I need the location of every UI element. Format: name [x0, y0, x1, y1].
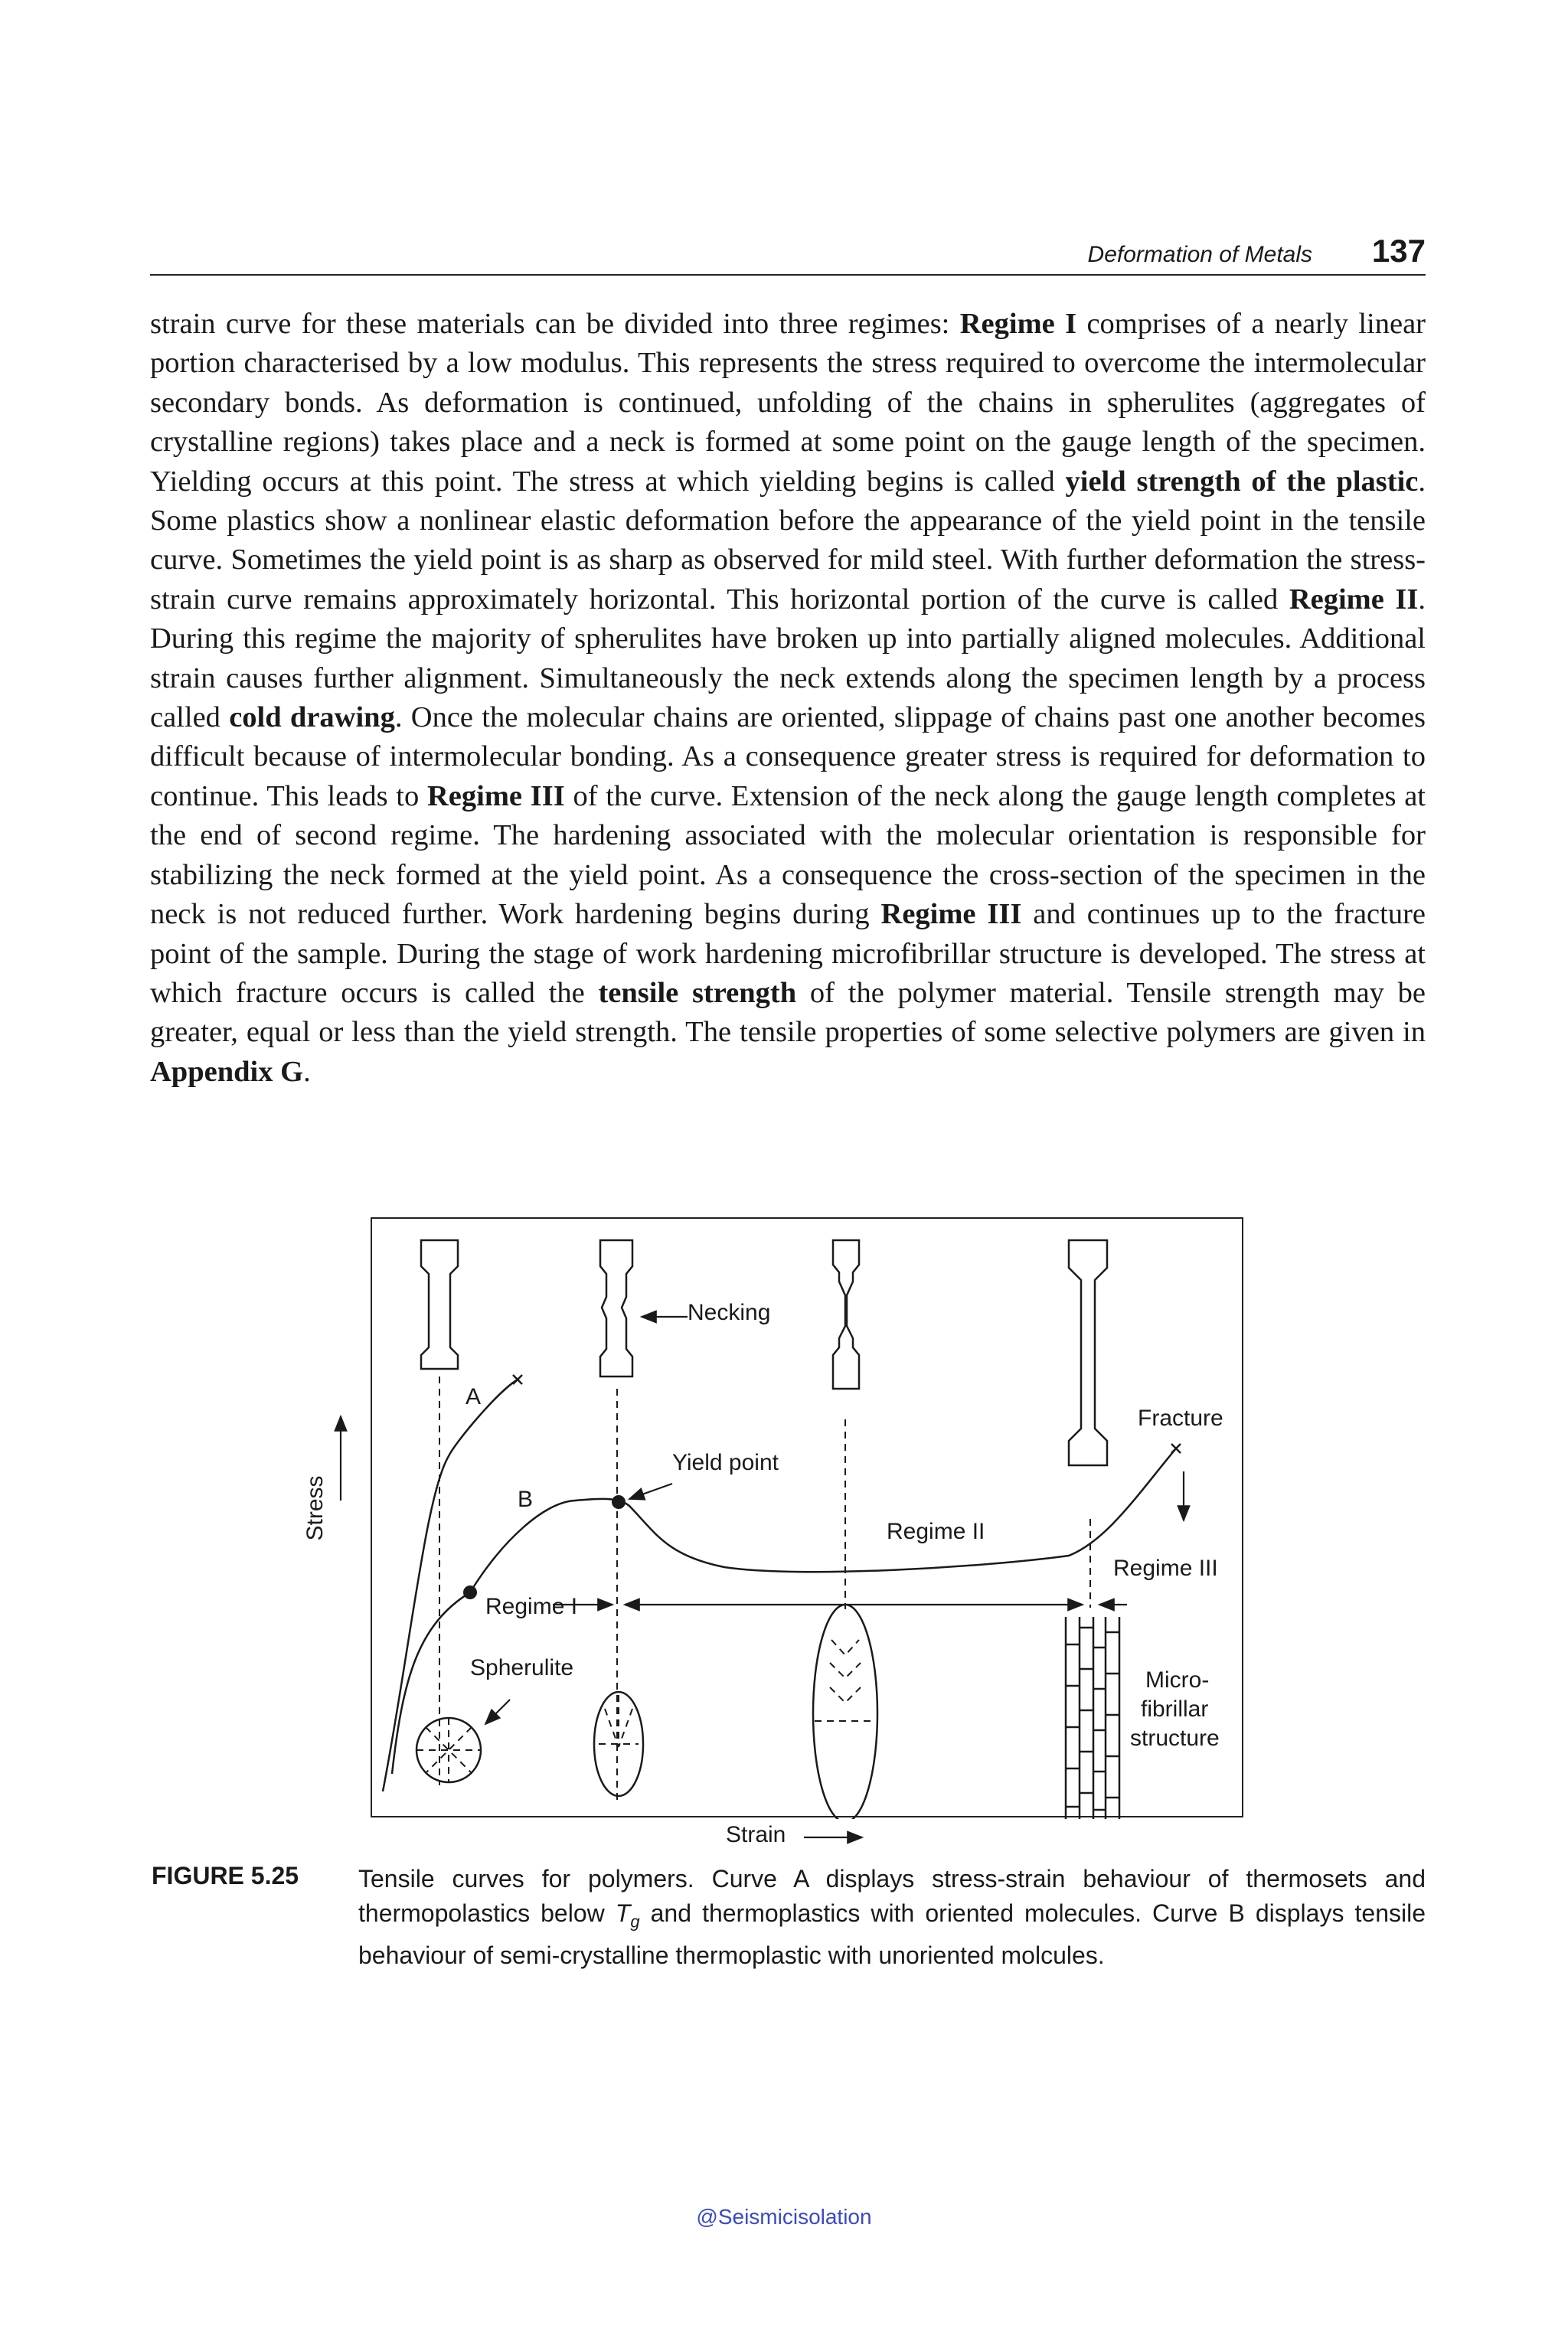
stress-arrow: [329, 1409, 352, 1592]
curve-b-label: B: [518, 1487, 534, 1512]
regime-2-label: Regime II: [887, 1519, 985, 1544]
strain-arrow: [801, 1830, 870, 1845]
regime-3-label: Regime III: [1113, 1556, 1218, 1581]
specimen-cold-drawn: [1069, 1240, 1107, 1465]
fracture-label: Fracture: [1138, 1406, 1223, 1431]
strain-axis-label: Strain: [726, 1822, 786, 1847]
regime-1-label: Regime I: [485, 1594, 578, 1619]
micro-label-1: Micro-: [1145, 1667, 1210, 1693]
necking-label: Necking: [688, 1300, 771, 1325]
bold-term: yield strength of the plastic: [1065, 465, 1419, 498]
ellipse-elongated: [813, 1605, 877, 1819]
bold-term: Regime III: [880, 898, 1022, 931]
microfibrillar-icon: [1066, 1617, 1119, 1819]
spherulite-label: Spherulite: [470, 1655, 574, 1680]
fracture-mark-b: [1171, 1444, 1181, 1453]
micro-label-2: fibrillar: [1141, 1697, 1209, 1722]
page-header: [150, 230, 1426, 276]
bold-term: Regime II: [1289, 583, 1419, 616]
tensile-diagram: [372, 1219, 1245, 1819]
figure-caption-text: Tensile curves for polymers. Curve A displays stress-strain behaviour of thermosets and thermopolastics below $T_g$ and thermoplastics with oriented molecules. Curve B displays tensile behaviour of semi-crystalline thermoplastic with unoriented molcules.: [358, 1865, 1426, 1970]
curve-a-label: A: [466, 1384, 482, 1409]
specimen-undeformed: [421, 1240, 458, 1369]
fracture-mark-a: [513, 1375, 522, 1384]
watermark: @Seismicisolation: [696, 2205, 872, 2229]
regime-1-dot: [463, 1586, 477, 1599]
bold-term: tensile strength: [598, 976, 797, 1009]
figure-box: [371, 1217, 1243, 1817]
strain-axis: [726, 1822, 786, 1853]
specimen-necking: [600, 1240, 632, 1377]
stress-axis-label: Stress: [302, 1475, 328, 1541]
micro-label-3: structure: [1130, 1726, 1220, 1751]
figure-caption-label: FIGURE 5.25: [152, 1862, 299, 1889]
page-number: 137: [1371, 233, 1426, 269]
bold-term: Regime III: [427, 779, 565, 812]
specimen-drawing: [833, 1240, 859, 1389]
curve-a: [383, 1380, 518, 1791]
bold-term: Regime I: [959, 308, 1077, 340]
bold-term: cold drawing: [229, 701, 395, 734]
yield-point-label: Yield point: [672, 1450, 779, 1475]
yield-point-dot: [612, 1495, 626, 1509]
body-paragraph: strain curve for these materials can be divided into three regimes: Regime I comprises of a nearly linear portion characterised by a low modulus. This represents the stress required to overcome the intermolecular secondary bonds. As deformation is continued, unfolding of the chains in spherulites (aggregates of crystalline regions) takes place and a neck is formed at some point on the gauge length of the specimen. Yielding occurs at this point. The stress at which yielding begins is called yield strength of the plastic. Some plastics show a nonlinear elastic deformation before the appearance of the yield point in the tensile curve. Sometimes the yield point is as sharp as observed for mild steel. With further deformation the stress-strain curve remains approximately horizontal. This horizontal portion of the curve is called Regime II. During this regime the majority of spherulites have broken up into partially aligned molecules. Additional strain causes further alignment. Simultaneously the neck extends along the specimen length by a process called cold drawing. Once the molecular chains are oriented, slippage of chains past one another becomes difficult because of intermolecular bonding. As a consequence greater stress is required for deformation to continue. This leads to Regime III of the curve. Extension of the neck along the gauge length completes at the end of second regime. The hardening associated with the molecular orientation is responsible for stabilizing the neck formed at the yield point. As a consequence the cross-section of the specimen in the neck is not reduced further. Work hardening begins during Regime III and continues up to the fracture point of the sample. During the stage of work hardening microfibrillar structure is developed. The stress at which fracture occurs is called the tensile strength of the polymer material. Tensile strength may be greater, equal or less than the yield strength. The tensile properties of some selective polymers are given in Appendix G.: [150, 308, 1426, 1088]
running-head: Deformation of Metals: [1087, 242, 1312, 267]
bold-term: Appendix G: [150, 1055, 304, 1088]
